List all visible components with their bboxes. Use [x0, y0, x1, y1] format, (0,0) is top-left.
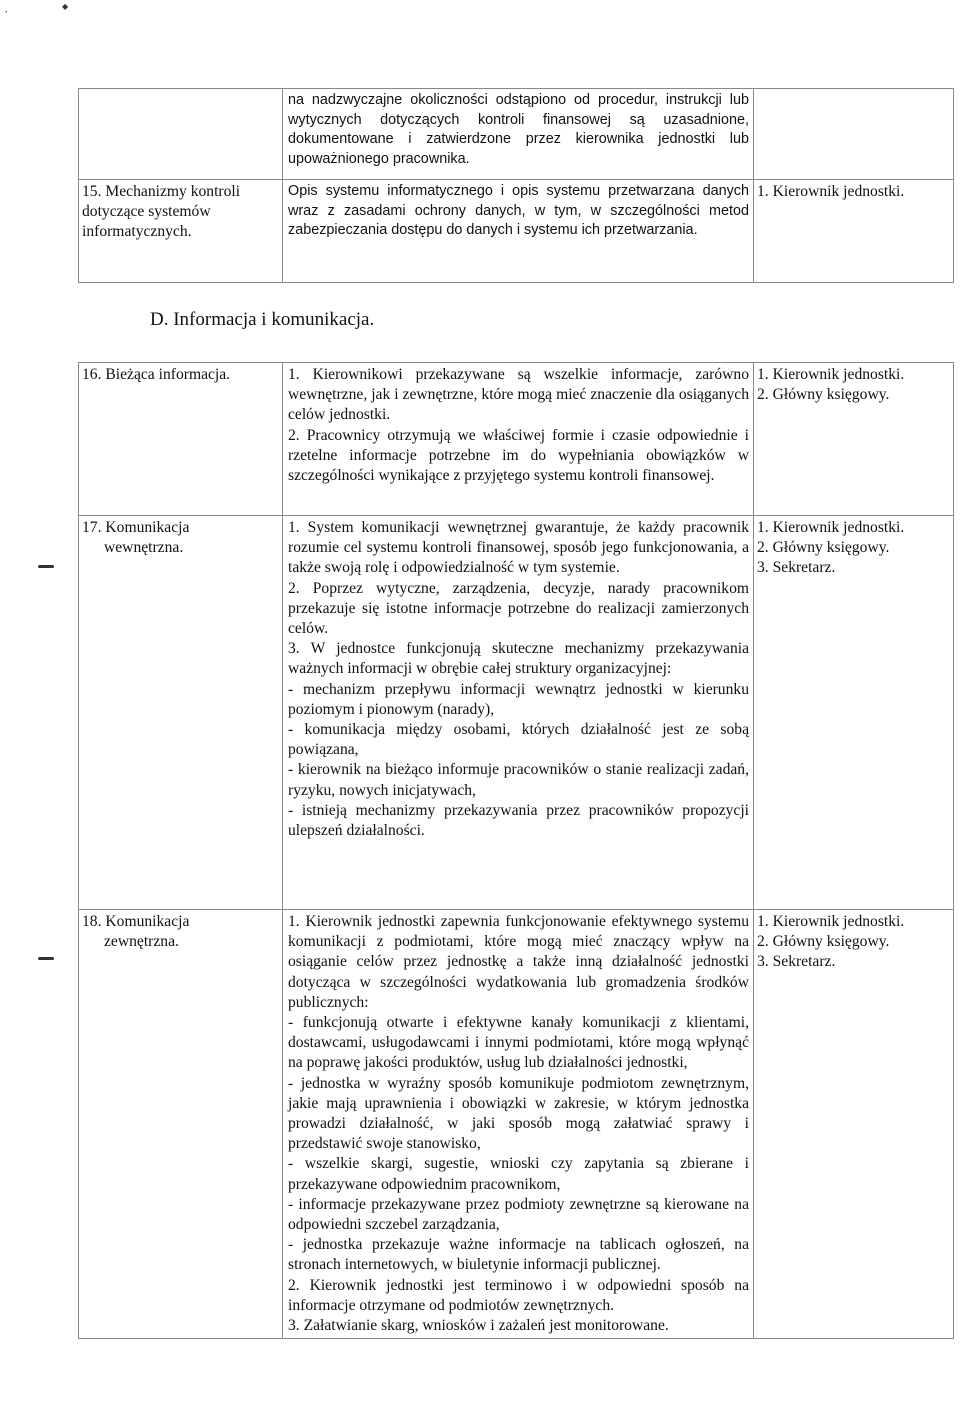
row-18-bullet-2: - jednostka w wyraźny sposób komunikuje podmiotom zewnętrznym, jakie mają uprawnienia i obowiązki w zakresie, w którym jednostka prowadzi działalność, w jaki sposób mogą załatwiać sprawy i przedstawić swoje stanowisko, — [288, 1074, 749, 1153]
description-cell — [283, 89, 754, 180]
row-18-point-2: 2. Kierownik jednostki jest terminowo i w odpowiedni sposób na informacje otrzymane od podmiotów zewnętrznych. — [288, 1276, 749, 1314]
row-18-text — [283, 910, 753, 1338]
row-15-label — [79, 180, 282, 282]
row-18-bullet-5: - jednostka przekazuje ważne informacje na tablicach ogłoszeń, na stronach internetowych, w biuletynie informacji publicznej. — [288, 1236, 749, 1274]
row-15-label-line3: informatycznych. — [82, 223, 192, 240]
description-cell — [283, 363, 754, 516]
scan-speck-2: ◆ — [62, 2, 69, 11]
row-17-bullet-1: - mechanizm przepływu informacji wewnątrz jednostki w kierunku poziomym i pionowym (narady), — [288, 680, 749, 718]
row-16-point-1: 1. Kierownikowi przekazywane są wszelkie informacje, zarówno wewnętrzne, jak i zewnętrzne, które mogą mieć znaczenie dla osiąganych celów jednostki. — [288, 366, 749, 424]
row-18-label-line2: zewnętrzna. — [104, 933, 179, 950]
row-18-label-line1: 18. Komunikacja — [82, 913, 190, 930]
scan-mark — [38, 565, 54, 568]
row-17-text — [283, 516, 753, 909]
row-18-responsible — [754, 910, 953, 973]
row-18-point-3: 3. Załatwianie skarg, wniosków i zażaleń jest monitorowane. — [288, 1317, 669, 1335]
table-row-17 — [79, 516, 954, 910]
table-row-continuation — [79, 89, 954, 180]
section-heading: D. Informacja i komunikacja. — [150, 309, 375, 330]
row-18-point-1: 1. Kierownik jednostki zapewnia funkcjonowanie efektywnego systemu komunikacji z podmiotami, które mogą mieć znaczący wpływ na osiąganie celów przez jednostkę a także inną działalność jednostki dotycząca w szczególności wydatkowania lub gromadzenia środków publicznych: — [288, 913, 749, 1011]
responsible-1: 1. Kierownik jednostki. — [757, 366, 905, 383]
row-17-point-3: 3. W jednostce funkcjonują skuteczne mechanizmy przekazywania ważnych informacji w obrębie całej struktury organizacyjnej: — [288, 640, 749, 678]
row-18-bullet-4: - informacje przekazywane przez podmioty zewnętrzne są kierowane na odpowiedni szczebel zarządzania, — [288, 1195, 749, 1234]
responsible-3: 3. Sekretarz. — [757, 559, 836, 577]
responsible-1: 1. Kierownik jednostki. — [757, 519, 905, 536]
scan-speck: · — [4, 4, 9, 19]
label-cell — [79, 910, 283, 1339]
row-16-text — [283, 363, 753, 515]
label-cell — [79, 89, 283, 180]
label-cell — [79, 363, 283, 516]
responsible-2: 2. Główny księgowy. — [757, 933, 890, 951]
responsible-cell — [754, 363, 954, 516]
responsible-1: 1. Kierownik jednostki. — [757, 183, 905, 200]
row-15-responsible — [754, 180, 953, 202]
responsible-2: 2. Główny księgowy. — [757, 539, 890, 557]
control-table-communication — [78, 362, 954, 1339]
label-cell — [79, 516, 283, 910]
row-16-responsible — [754, 363, 953, 405]
row-17-point-2: 2. Poprzez wytyczne, zarządzenia, decyzje, narady pracownikom przekazuje się istotne informacje potrzebne do realizacji zamierzonych celów. — [288, 579, 749, 638]
row-18-bullet-3: - wszelkie skargi, sugestie, wnioski czy zapytania są zbierane i przekazywane odpowiednim pracownikom, — [288, 1155, 749, 1193]
row-17-responsible — [754, 516, 953, 579]
description-cell — [283, 180, 754, 283]
responsible-3: 3. Sekretarz. — [757, 953, 836, 971]
row-16-point-2: 2. Pracownicy otrzymują we właściwej formie i czasie odpowiednie i rzetelne informacje potrzebne im do wypełniania obowiązków w szczególności wynikające z przyjętego systemu kontroli finansowej. — [288, 426, 749, 485]
table-row-15 — [79, 180, 954, 283]
description-cell — [283, 910, 754, 1339]
table-row-16 — [79, 363, 954, 516]
row-18-label — [79, 910, 282, 952]
responsible-cell — [754, 910, 954, 1339]
scan-mark-2 — [38, 957, 54, 960]
row-17-label — [79, 516, 282, 558]
row-17-bullet-2: - komunikacja między osobami, których działalność jest ze sobą powiązana, — [288, 721, 749, 759]
control-table-top — [78, 88, 954, 283]
row-17-point-1: 1. System komunikacji wewnętrznej gwarantuje, że każdy pracownik rozumie cel systemu kontroli finansowej, sposób jego funkcjonowania, a także swoją rolę i odpowiedzialność w tym systemie. — [288, 519, 749, 577]
row-17-bullet-3: - kierownik na bieżąco informuje pracowników o stanie realizacji zadań, ryzyku, nowych inicjatywach, — [288, 761, 749, 799]
table-row-18 — [79, 910, 954, 1339]
row-15-label-line1: 15. Mechanizmy kontroli — [82, 183, 241, 200]
row-18-bullet-1: - funkcjonują otwarte i efektywne kanały komunikacji z klientami, dostawcami, usługodawcami i innymi podmiotami, które mogą wpłynąć na poprawę jakości produktów, usług lub działalności jednostki, — [288, 1014, 749, 1072]
row-17-label-line1: 17. Komunikacja — [82, 519, 190, 536]
row-17-bullet-4: - istnieją mechanizmy przekazywania przez pracowników propozycji ulepszeń działalności. — [288, 801, 749, 840]
row-15-label-line2: dotyczące systemów — [82, 203, 211, 220]
responsible-1: 1. Kierownik jednostki. — [757, 913, 905, 930]
row-17-label-line2: wewnętrzna. — [104, 539, 184, 556]
row-15-text: Opis systemu informatycznego i opis systemu przetwarzana danych wraz z zasadami ochrony danych, w tym, w szczególności metod zabezpieczania dostępu do danych i systemu ich przetwarzania. — [288, 183, 749, 238]
responsible-cell — [754, 180, 954, 283]
description-cell — [283, 516, 754, 910]
responsible-cell — [754, 516, 954, 910]
label-cell — [79, 180, 283, 283]
responsible-cell — [754, 89, 954, 180]
responsible-2: 2. Główny księgowy. — [757, 386, 890, 404]
continuation-text: na nadzwyczajne okoliczności odstąpiono od procedur, instrukcji lub wytycznych dotyczących kontroli finansowej są uzasadnione, dokumentowane i zatwierdzone przez kierownika jednostki lub upoważnionego pracownika. — [288, 92, 749, 167]
row-16-label: 16. Bieżąca informacja. — [82, 366, 231, 383]
